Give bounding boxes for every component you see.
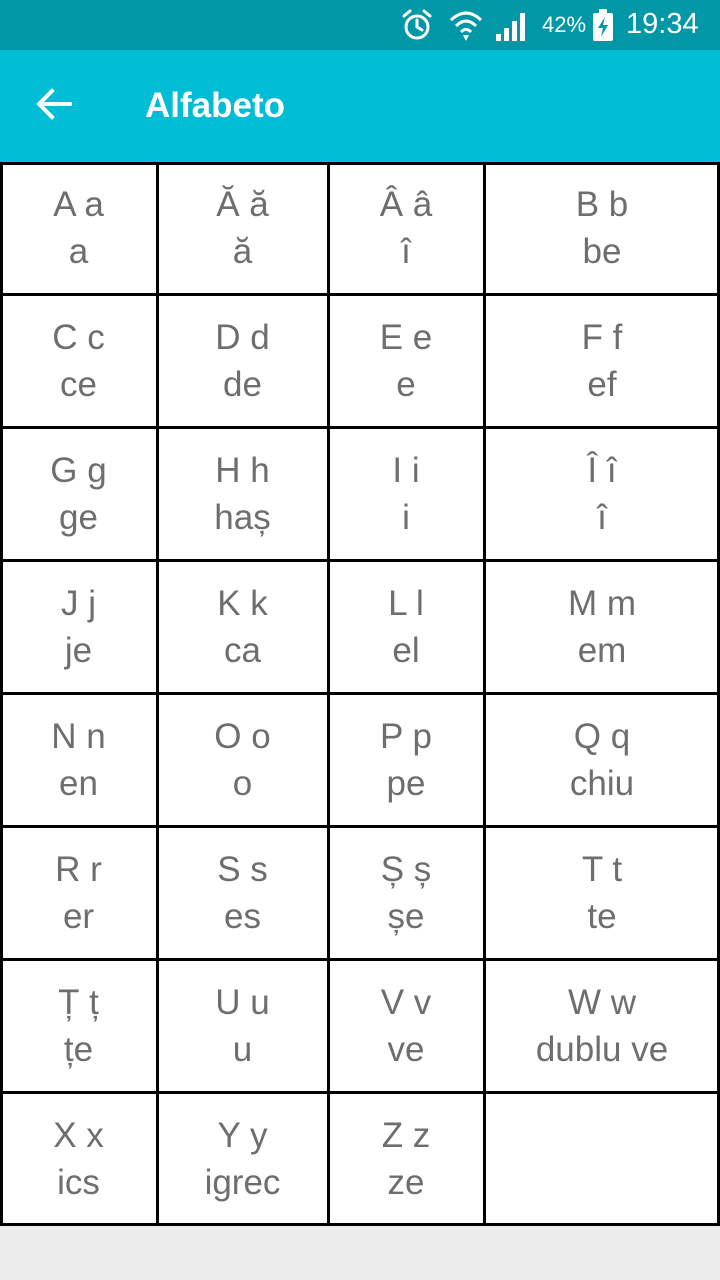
letter-cell[interactable] [157,560,328,693]
letter-name: ze [387,1162,425,1202]
letter-glyph: B b [575,185,629,224]
grid-line [0,559,720,562]
letter-glyph: O o [214,716,271,756]
letter-name: ca [224,630,261,670]
letter-glyph: P p [380,716,432,756]
letter-cell[interactable] [328,959,484,1092]
letter-cell[interactable] [484,162,720,294]
letter-name: ge [59,497,98,537]
status-bar [0,0,720,50]
signal-icon [494,8,530,47]
letter-glyph: M m [567,583,637,623]
letter-name: î [597,497,607,537]
letter-name: er [62,896,95,936]
letter-glyph: L l [388,583,424,623]
status-time: 19:34 [626,8,699,40]
grid-line [156,162,159,1226]
letter-cell[interactable] [484,693,720,826]
letter-glyph: V v [380,982,432,1022]
letter-cell[interactable] [0,959,157,1092]
letter-cell[interactable] [484,294,720,427]
letter-name: u [232,1029,253,1069]
letter-cell[interactable] [157,826,328,959]
letter-glyph: H h [215,450,270,490]
grid-line [0,162,720,165]
letter-name: o [232,763,253,803]
letter-name: be [582,232,622,271]
letter-glyph: A a [53,185,104,224]
letter-cell[interactable] [0,294,157,427]
empty-cell [484,1092,720,1225]
letter-name: î [401,232,411,271]
letter-glyph: G g [50,450,107,490]
letter-cell[interactable] [484,826,720,959]
letter-name: ce [60,364,97,404]
letter-name: te [587,896,617,936]
letter-name: șe [387,896,425,936]
letter-name: ics [57,1162,100,1202]
letter-glyph: Q q [573,716,631,756]
grid-line [327,162,330,1226]
app-bar [0,50,720,162]
grid-line [0,958,720,961]
letter-name: ve [387,1029,425,1069]
letter-glyph: Î î [587,450,617,490]
letter-cell[interactable] [157,1092,328,1225]
letter-name: dublu ve [535,1029,669,1069]
letter-glyph: U u [215,982,270,1022]
letter-name: es [224,896,261,936]
grid-line [0,426,720,429]
letter-cell[interactable] [328,427,484,560]
letter-glyph: R r [55,849,102,889]
letter-glyph: J j [61,583,96,623]
letter-cell[interactable] [0,1092,157,1225]
letter-cell[interactable] [328,693,484,826]
letter-name: igrec [204,1162,281,1202]
letter-glyph: D d [215,317,270,357]
letter-glyph: Ș ș [380,849,432,889]
letter-glyph: N n [51,716,106,756]
back-button[interactable] [22,78,86,134]
letter-cell[interactable] [0,427,157,560]
letter-cell[interactable] [157,693,328,826]
letter-cell[interactable] [0,162,157,294]
letter-cell[interactable] [157,162,328,294]
letter-cell[interactable] [328,560,484,693]
letter-glyph: Ă ă [216,185,269,224]
battery-charging-icon [592,8,614,47]
arrow-left-icon [36,88,72,125]
letter-name: a [68,232,89,271]
letter-glyph: Z z [381,1115,431,1155]
letter-glyph: T t [581,849,623,889]
letter-cell[interactable] [484,959,720,1092]
letter-glyph: E e [379,317,433,357]
letter-name: țe [63,1029,94,1069]
grid-line [0,825,720,828]
letter-cell[interactable] [157,959,328,1092]
letter-cell[interactable] [0,693,157,826]
letter-name: haș [214,497,271,537]
letter-glyph: C c [52,317,105,357]
letter-cell[interactable] [0,826,157,959]
letter-name: de [223,364,262,404]
letter-glyph: Â â [379,185,433,224]
battery-percent: 42% [542,12,587,37]
letter-glyph: F f [581,317,623,357]
letter-name: je [64,630,93,670]
grid-line [0,293,720,296]
page-title: Alfabeto [145,86,285,125]
letter-glyph: I i [392,450,420,490]
letter-name: chiu [569,763,635,803]
letter-glyph: W w [567,982,637,1022]
grid-line [0,1223,720,1226]
letter-cell[interactable] [157,294,328,427]
letter-name: ef [587,364,617,404]
letter-cell[interactable] [0,560,157,693]
alphabet-grid [0,162,720,1226]
grid-line [483,162,486,1226]
letter-glyph: Y y [217,1115,268,1155]
letter-name: en [59,763,98,803]
letter-name: em [577,630,627,670]
letter-cell[interactable] [328,294,484,427]
letter-cell[interactable] [328,1092,484,1225]
wifi-icon [448,8,484,47]
letter-glyph: X x [53,1115,104,1155]
letter-cell[interactable] [328,826,484,959]
letter-name: e [396,364,416,404]
grid-line [0,162,3,1226]
letter-glyph: K k [217,583,268,623]
letter-glyph: S s [217,849,268,889]
alarm-icon [400,8,434,47]
letter-name: pe [386,763,426,803]
letter-cell[interactable] [157,427,328,560]
letter-name: el [392,630,420,670]
grid-line [0,1091,720,1094]
letter-name: ă [232,232,253,271]
grid-line [0,692,720,695]
letter-glyph: Ț ț [58,982,99,1022]
letter-cell[interactable] [484,560,720,693]
letter-cell[interactable] [484,427,720,560]
letter-cell[interactable] [328,162,484,294]
letter-name: i [402,497,410,537]
